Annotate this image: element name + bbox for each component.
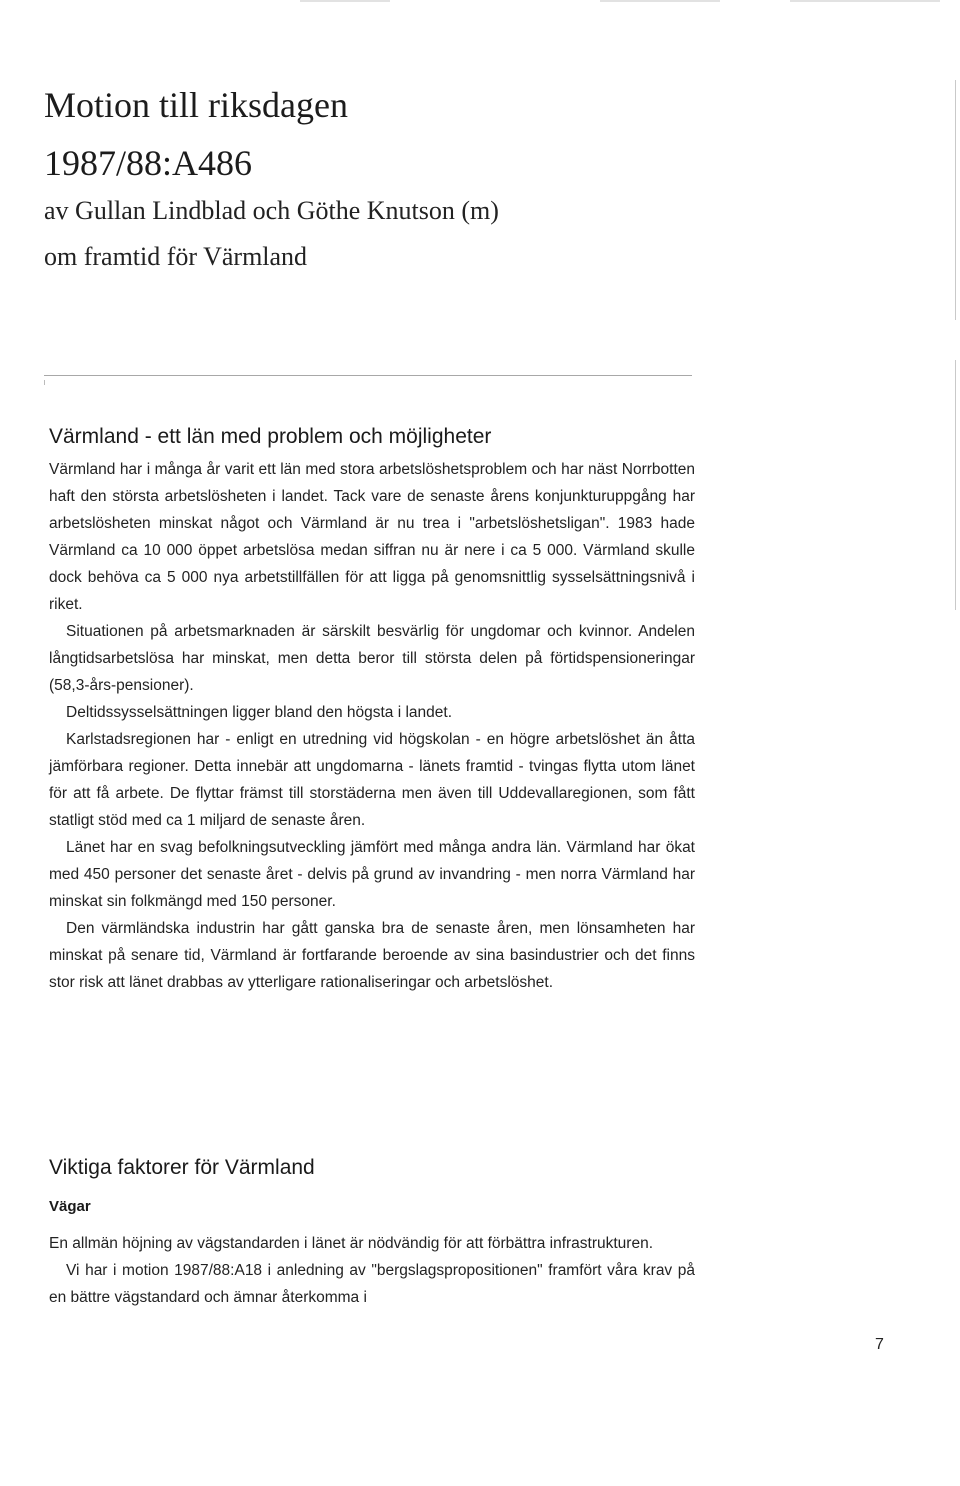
paragraph: Den värmländska industrin har gått ganska bra de senaste åren, men lönsamheten har minskat på senare tid, Värmland är fortfarande beroende av sina basindustrier och det finns stor risk att länet drabbas av ytterligare rationaliseringar och arbetslöshet. <box>49 920 695 991</box>
scan-edge <box>955 360 956 610</box>
horizontal-divider <box>44 375 692 376</box>
page-number: 7 <box>875 1336 884 1353</box>
paragraph: Situationen på arbetsmarknaden är särskilt besvärlig för ungdomar och kvinnor. Andelen långtidsarbetslösa har minskat, men detta beror till största delen på förtidspensioneringar (58,3-års-pensioner). <box>49 623 695 694</box>
paragraph: Vi har i motion 1987/88:A18 i anledning av "bergslagspropositionen" framfört våra krav på en bättre vägstandard och ämnar återkomma i <box>49 1262 695 1306</box>
paragraph: Länet har en svag befolkningsutveckling jämfört med många andra län. Värmland har ökat med 450 personer det senaste året - delvis på grund av invandring - men norra Värmland har minskat sin folkmängd med 150 personer. <box>49 839 695 910</box>
title-line-2: 1987/88:A486 <box>44 143 253 183</box>
section-heading: Värmland - ett län med problem och möjligheter <box>49 425 492 448</box>
subject-line: om framtid för Värmland <box>44 242 308 271</box>
divider-mark <box>44 380 45 385</box>
scan-artifact <box>600 0 720 2</box>
title-line-1: Motion till riksdagen <box>44 85 348 125</box>
paragraph: En allmän höjning av vägstandarden i länet är nödvändig för att förbättra infrastrukturen. <box>49 1235 654 1252</box>
document-title <box>44 76 348 192</box>
authors-line: av Gullan Lindblad och Göthe Knutson (m) <box>44 196 499 225</box>
section-problems <box>49 421 695 996</box>
scan-artifact <box>790 0 940 2</box>
document-subtitle <box>44 188 499 280</box>
scan-edge <box>955 80 956 320</box>
section-heading: Viktiga faktorer för Värmland <box>49 1156 315 1179</box>
section-factors <box>49 1152 695 1311</box>
scan-artifact <box>300 0 390 2</box>
subsection-heading: Vägar <box>49 1198 91 1215</box>
paragraph: Deltidssysselsättningen ligger bland den högsta i landet. <box>66 704 453 721</box>
paragraph: Värmland har i många år varit ett län med stora arbetslöshetsproblem och har näst Norrbotten haft den största arbetslösheten i landet. Tack vare de senaste årens konjunkturuppgång har arbetslösheten minskat något och Värmland är nu trea i "arbetslöshetsligan". 1983 hade Värmland ca 10 000 öppet arbetslösa medan siffran nu är nere i ca 5 000. Värmland skulle dock behöva ca 5 000 nya arbetstillfällen för att ligga på genomsnittlig sysselsättningsnivå i riket. <box>49 461 695 613</box>
paragraph: Karlstadsregionen har - enligt en utredning vid högskolan - en högre arbetslöshet än åtta jämförbara regioner. Detta innebär att ungdomarna - länets framtid - tvingas flytta utom länet för att få arbete. De flyttar främst till storstäderna men även till Uddevallaregionen, som fått statligt stöd med ca 1 miljard de senaste åren. <box>49 731 695 829</box>
